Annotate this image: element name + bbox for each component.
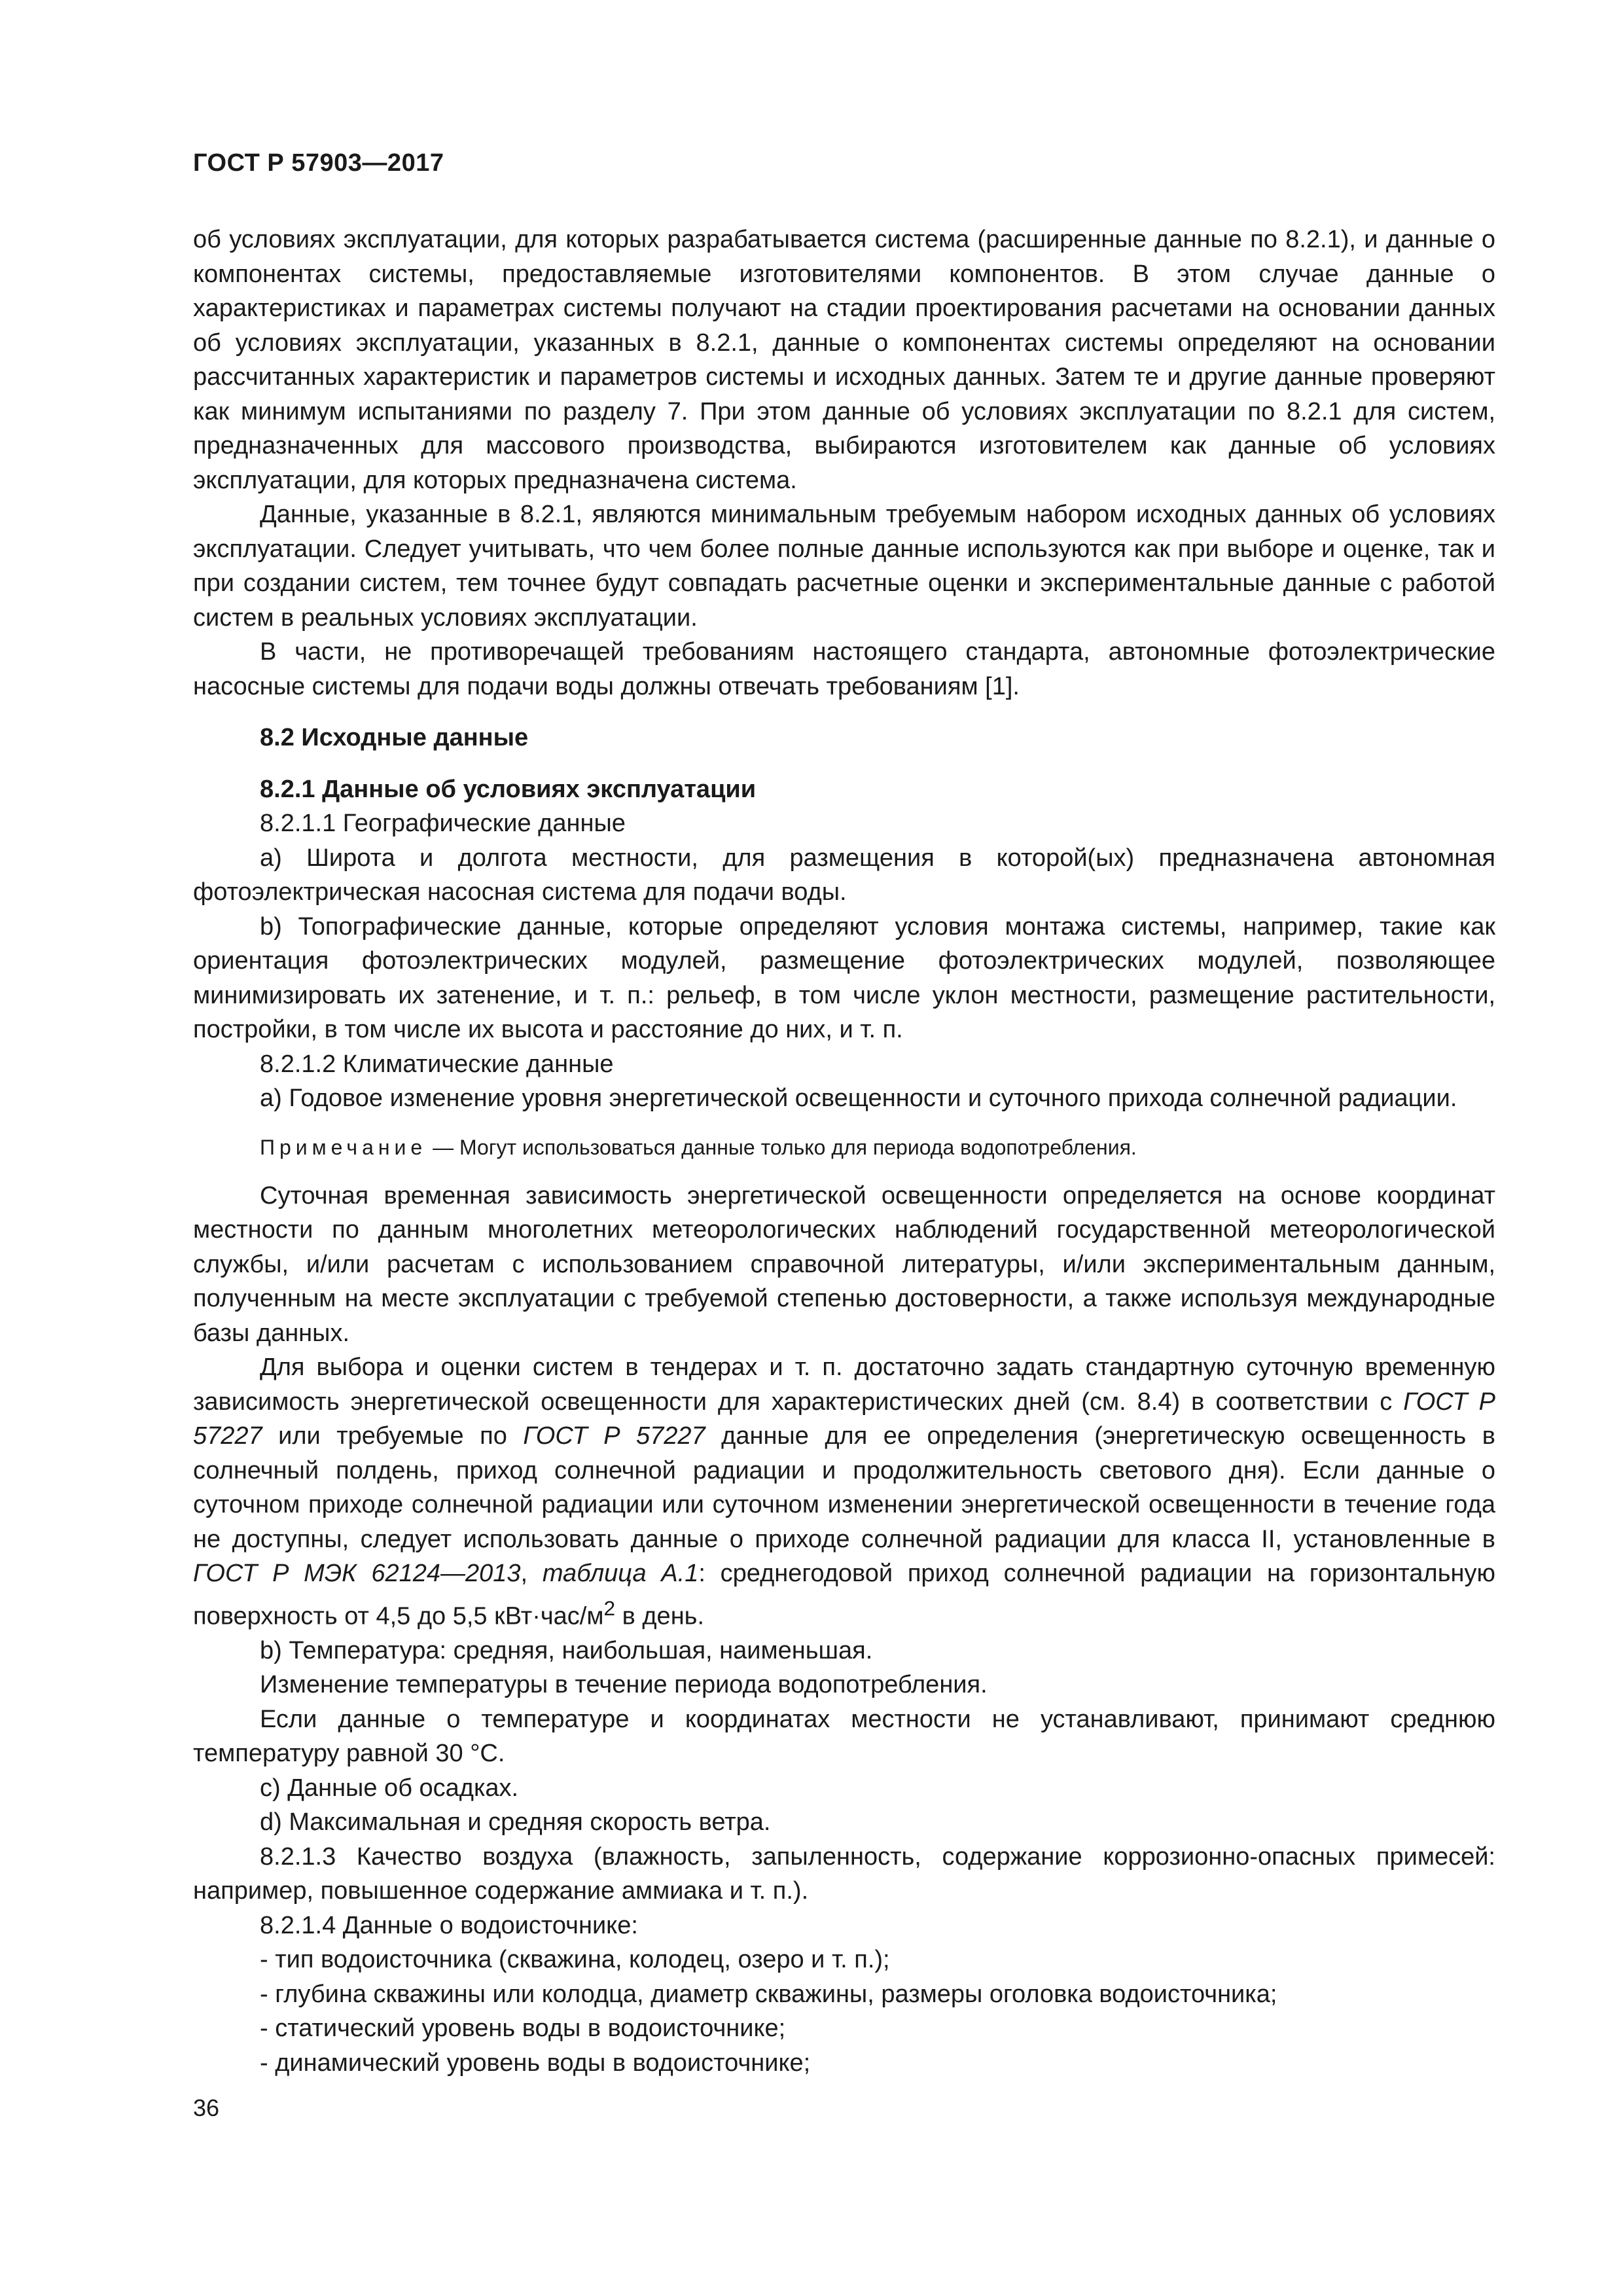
text-run: Для выбора и оценки систем в тендерах и т. п. достаточно задать стандартную суточную временную зависимость энергетической освещенности для характеристических дней (см. 8.4) в соответствии с (193, 1354, 1495, 1416)
page-body (193, 223, 1495, 2080)
document-header: ГОСТ Р 57903—2017 (193, 149, 444, 177)
water-source-list (193, 1943, 1495, 2080)
superscript: 2 (603, 1596, 616, 1620)
section-heading-8-2-1: 8.2.1 Данные об условиях эксплуатации (260, 775, 757, 803)
list-item-b: b) Температура: средняя, наибольшая, наименьшая. (260, 1636, 873, 1664)
standard-reference: ГОСТ Р 57227 (193, 1388, 1495, 1450)
list-item: - статический уровень воды в водоисточнике; (260, 2015, 786, 2043)
paragraph (193, 1350, 1495, 1634)
list-item-b: b) Топографические данные, которые определяют условия монтажа системы, например, такие как ориентация фотоэлектрических модулей, размещение фотоэлектрических модулей, позволяющее минимизировать их затенение, и т. п.: рельеф, в том числе уклон местности, размещение растительности, постройки, в том числе их высота и расстояние до них, и т. п. (193, 912, 1495, 1043)
paragraph: Данные, указанные в 8.2.1, являются минимальным требуемым набором исходных данных об условиях эксплуатации. Следует учитывать, что чем более полные данные используются как при выборе и оценке, так и при создании систем, тем точнее будут совпадать расчетные оценки и экспериментальные данные с работой систем в реальных условиях эксплуатации. (193, 501, 1495, 632)
note-label: Примечание (260, 1135, 427, 1159)
note-text: — Могут использоваться данные только для периода водопотребления. (427, 1135, 1137, 1159)
paragraph: Если данные о температуре и координатах местности не устанавливают, принимают среднюю температуру равной 30 °С. (193, 1705, 1495, 1768)
list-item-d: d) Максимальная и средняя скорость ветра. (260, 1808, 771, 1837)
text-run: в день. (615, 1602, 705, 1630)
text-run: : среднегодовой приход солнечной радиации на горизонтальную поверхность от 4,5 до 5,5 кВт·час/м (193, 1560, 1496, 1630)
list-item: - динамический уровень воды в водоисточнике; (260, 2049, 811, 2077)
list-item-a: а) Широта и долгота местности, для размещения в которой(ых) предназначена автономная фотоэлектрическая насосная система для подачи воды. (193, 844, 1495, 906)
list-item: - тип водоисточника (скважина, колодец, озеро и т. п.); (260, 1946, 890, 1974)
standard-reference: ГОСТ Р 57227 (523, 1422, 705, 1450)
table-reference: таблица А.1 (542, 1560, 699, 1587)
standard-reference: ГОСТ Р МЭК 62124—2013 (193, 1560, 521, 1587)
text-run: , (520, 1560, 543, 1587)
section-heading-8-2: 8.2 Исходные данные (260, 724, 529, 751)
paragraph: Изменение температуры в течение периода водопотребления. (260, 1671, 988, 1699)
subsection-heading: 8.2.1.1 Географические данные (260, 810, 626, 837)
list-item-c: с) Данные об осадках. (260, 1774, 519, 1802)
paragraph: 8.2.1.3 Качество воздуха (влажность, запыленность, содержание коррозионно-опасных примесей: например, повышенное содержание аммиака и т. п.). (193, 1842, 1495, 1905)
list-item: - глубина скважины или колодца, диаметр скважины, размеры оголовка водоисточника; (260, 1980, 1277, 2008)
subsection-heading: 8.2.1.4 Данные о водоисточнике: (260, 1911, 638, 1939)
subsection-heading: 8.2.1.2 Климатические данные (260, 1050, 614, 1078)
paragraph: В части, не противоречащей требованиям настоящего стандарта, автономные фотоэлектрические насосные системы для подачи воды должны отвечать требованиям [1]. (193, 638, 1495, 700)
text-run: или требуемые по (262, 1422, 524, 1450)
text-run: данные для ее определения (энергетическую освещенность в солнечный полдень, приход солнечной радиации и продолжительность светового дня). Если данные о суточном приходе солнечной радиации или суточном изменении энергетической освещенности в течение года не доступны, следует использовать данные о приходе солнечной радиации для класса II, установленные в (193, 1422, 1495, 1553)
note (260, 1133, 1495, 1162)
paragraph: Суточная временная зависимость энергетической освещенности определяется на основе координат местности по данным многолетних метеорологических наблюдений государственной метеорологической службы, и/или расчетам с использованием справочной литературы, и/или экспериментальным данным, полученным на месте эксплуатации с требуемой степенью достоверности, а также используя международные базы данных. (193, 1181, 1495, 1347)
page-number: 36 (193, 2094, 220, 2121)
list-item-a: а) Годовое изменение уровня энергетической освещенности и суточного прихода солнечной радиации. (260, 1085, 1457, 1112)
paragraph: об условиях эксплуатации, для которых разрабатывается система (расширенные данные по 8.2.1), и данные о компонентах системы, предоставляемые изготовителями компонентов. В этом случае данные о характеристиках и параметрах системы получают на стадии проектирования расчетами на основании данных об условиях эксплуатации, указанных в 8.2.1, данные о компонентах системы определяют на основании рассчитанных характеристик и параметров системы и исходных данных. Затем те и другие данные проверяют как минимум испытаниями по разделу 7. При этом данные об условиях эксплуатации по 8.2.1 для систем, предназначенных для массового производства, выбираются изготовителем как данные об условиях эксплуатации, для которых предназначена система. (193, 226, 1495, 494)
